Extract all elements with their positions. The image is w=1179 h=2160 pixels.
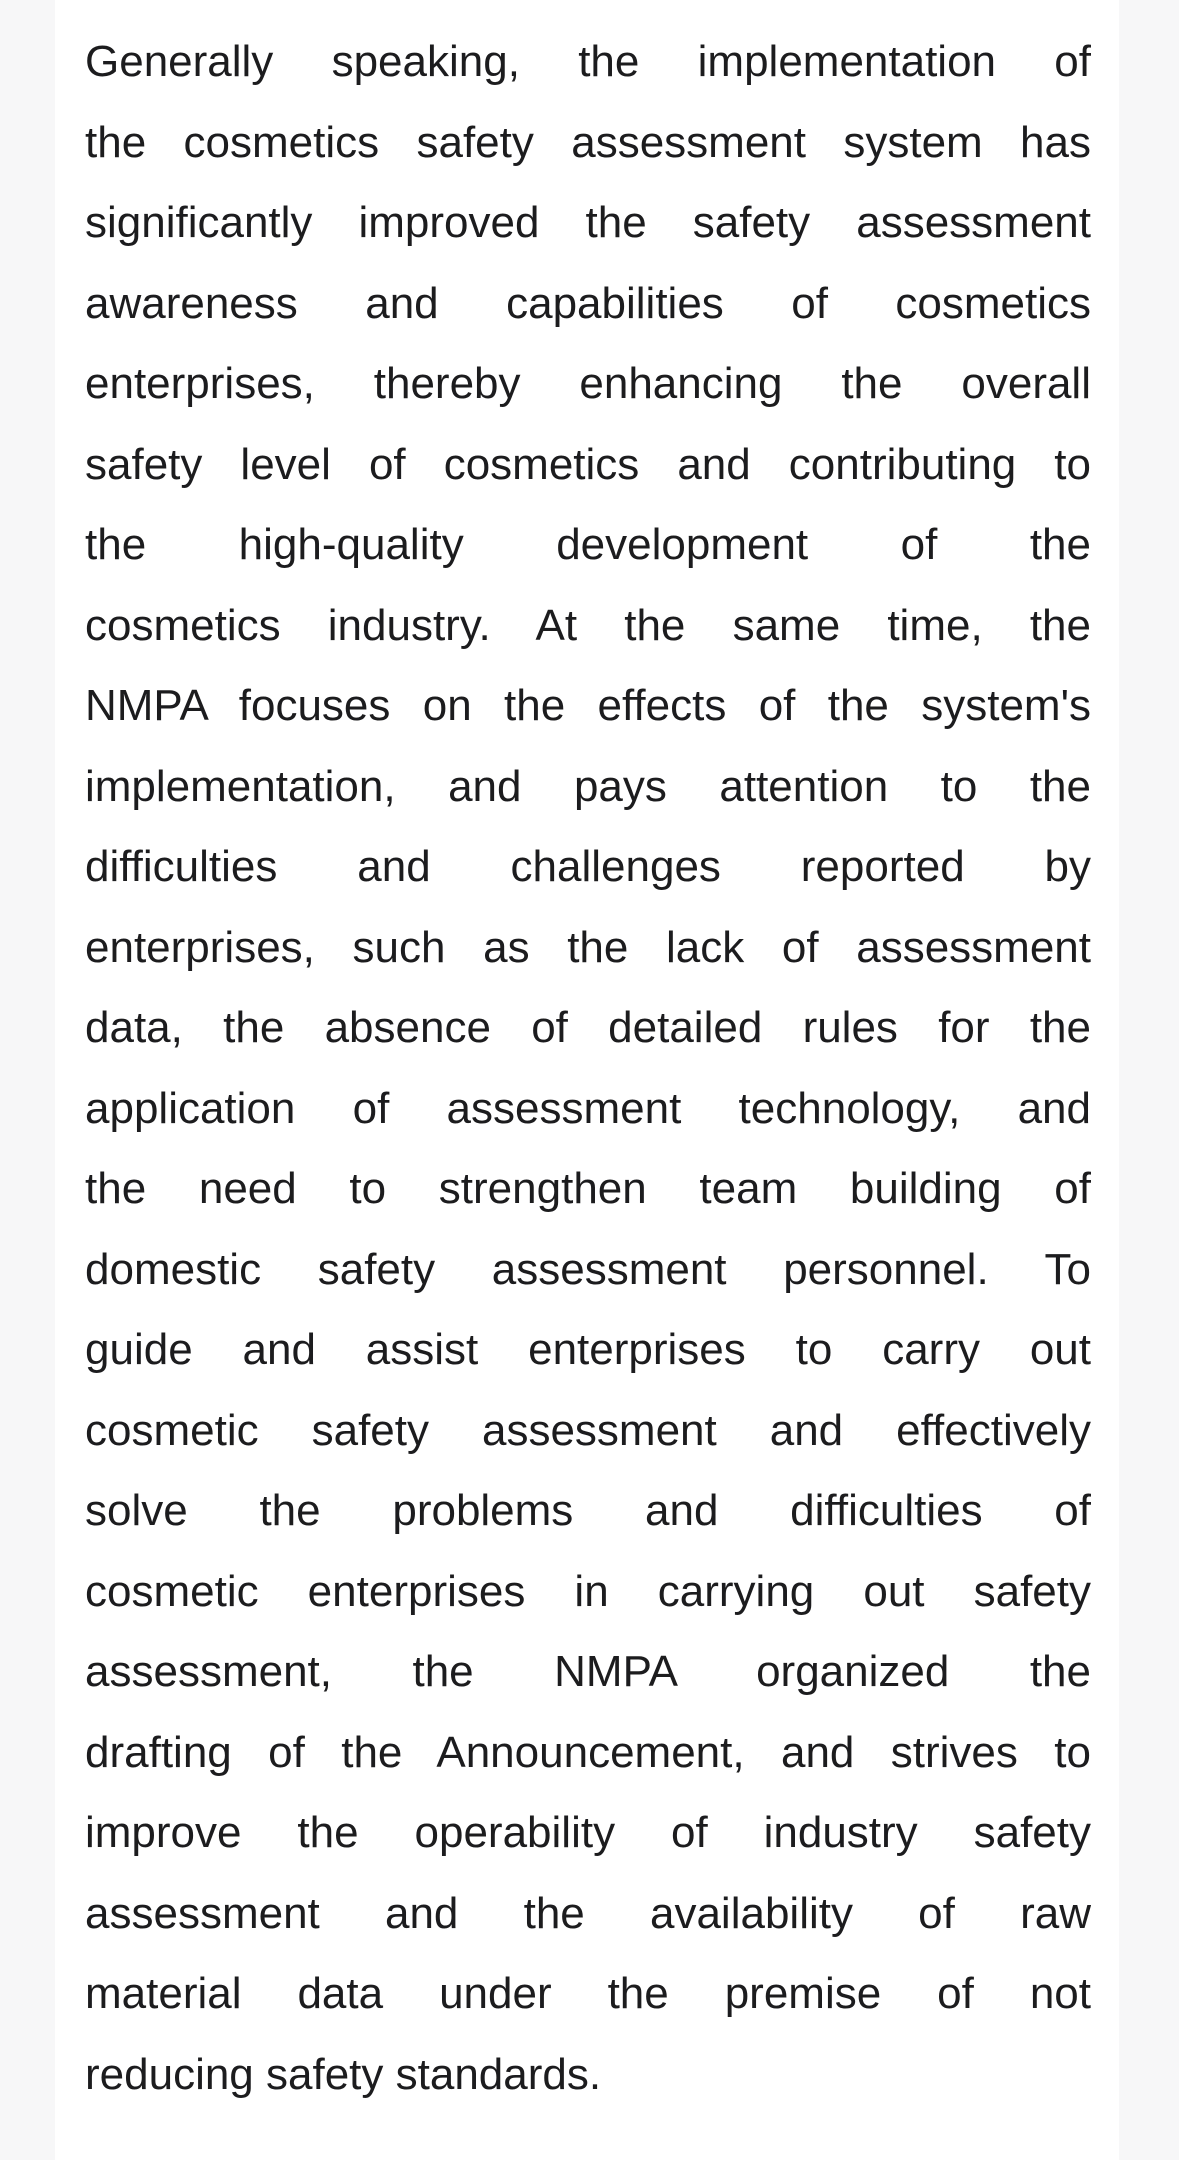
paragraph-line: cosmetic enterprises in carrying out safety xyxy=(85,1566,1091,1616)
paragraph-line: drafting of the Announcement, and strives to xyxy=(85,1727,1091,1777)
paragraph-line: Generally speaking, the implementation of xyxy=(85,37,1091,86)
paragraph-line: cosmetics industry. At the same time, the xyxy=(85,600,1091,650)
paragraph-line: application of assessment technology, and xyxy=(85,1083,1091,1133)
paragraph-line: cosmetic safety assessment and effectively xyxy=(85,1405,1091,1455)
paragraph-line: improve the operability of industry safety xyxy=(85,1808,1091,1857)
paragraph-line: difficulties and challenges reported by xyxy=(85,842,1091,891)
paragraph-line: the high-quality development of the xyxy=(85,520,1091,569)
paragraph-line: assessment and the availability of raw xyxy=(85,1888,1091,1938)
paragraph-line: the cosmetics safety assessment system has xyxy=(85,117,1091,167)
left-page-gutter xyxy=(0,0,55,2160)
paragraph-line: the need to strengthen team building of xyxy=(85,1164,1091,1213)
paragraph-line: material data under the premise of not xyxy=(85,1969,1091,2018)
right-page-gutter xyxy=(1119,0,1179,2160)
document-page xyxy=(55,0,1119,2160)
paragraph xyxy=(55,0,1119,2160)
paragraph-line: data, the absence of detailed rules for the xyxy=(85,1003,1091,1052)
paragraph-line: enterprises, thereby enhancing the overall xyxy=(85,359,1091,408)
paragraph-line: reducing safety standards. xyxy=(85,2049,602,2099)
paragraph-line: implementation, and pays attention to the xyxy=(85,761,1091,811)
paragraph-line: domestic safety assessment personnel. To xyxy=(85,1244,1091,1294)
paragraph-line: enterprises, such as the lack of assessment xyxy=(85,922,1091,972)
paragraph-line: NMPA focuses on the effects of the system's xyxy=(85,681,1091,730)
paragraph-line: assessment, the NMPA organized the xyxy=(85,1647,1091,1696)
paragraph-line: awareness and capabilities of cosmetics xyxy=(85,278,1091,328)
paragraph-line: significantly improved the safety assessment xyxy=(85,198,1091,247)
paragraph-line: guide and assist enterprises to carry out xyxy=(85,1325,1091,1374)
paragraph-line: solve the problems and difficulties of xyxy=(85,1486,1091,1535)
paragraph-line: safety level of cosmetics and contributing to xyxy=(85,439,1091,489)
